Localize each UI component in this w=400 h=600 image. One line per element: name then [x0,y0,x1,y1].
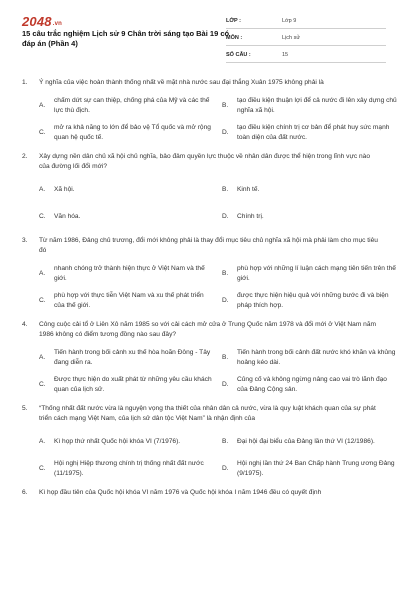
question-1 [22,78,397,143]
question-list [22,78,397,505]
option-b[interactable] [222,96,397,116]
option-letter: D. [222,213,229,220]
option-a[interactable] [39,264,214,284]
question-2 [22,152,382,227]
option-d[interactable] [222,459,397,479]
option-c[interactable] [39,291,214,311]
meta-count-value: 15 [282,52,289,58]
meta-count-row [226,48,386,63]
question-text: Ý nghĩa của việc hoàn thành thống nhất về mặt nhà nước sau đại thắng Xuân 1975 không phải là [39,79,324,86]
logo-suffix: .vn [52,21,63,27]
option-text: Tiến hành trong bối cảnh đất nước khó khăn và khủng hoảng kéo dài. [237,349,396,366]
option-text: Hội nghị lần thứ 24 Ban Chấp hành Trung ương Đảng (9/1975). [237,460,395,477]
question-text: Kì họp đầu tiên của Quốc hội khóa VI năm 1976 và Quốc hội khóa I năm 1946 đều có quyết định [39,489,322,496]
question-text: “Thống nhất đất nước vừa là nguyện vọng tha thiết của nhân dân cả nước, vừa là quy luật khách quan của sự phát triển cách mạng Việt Nam, của lịch sử dân tộc Việt Nam” là nhận định của [39,405,376,422]
option-d[interactable] [222,375,397,395]
option-text: mở ra khả năng to lớn để bảo vệ Tổ quốc và mở rộng quan hệ quốc tế. [54,124,211,141]
option-letter: B. [222,102,229,109]
question-text: Xây dựng nền dân chủ xã hội chủ nghĩa, bảo đảm quyền lực thuộc về nhân dân được thể hiện trong lĩnh vực nào của đường lối đổi mới? [39,153,371,170]
site-logo[interactable] [22,14,62,29]
question-3 [22,236,396,311]
option-text: Tiến hành trong bối cảnh xu thế hòa hoãn Đông - Tây đang diễn ra. [54,349,211,366]
option-d[interactable] [222,291,397,311]
option-letter: D. [222,465,229,472]
option-text: Được thực hiện do xuất phát từ những yêu cầu khách quan của lịch sử. [54,376,212,393]
option-text: Kinh tế. [237,186,260,193]
option-a[interactable] [39,348,214,368]
option-d[interactable] [222,123,397,143]
meta-class-label: LỚP : [226,18,241,24]
question-number: 5. [22,405,28,412]
question-text: Công cuộc cải tổ ở Liên Xô năm 1985 so với cải cách mở cửa ở Trung Quốc năm 1978 và đổi mới ở Việt Nam năm 1986 không có điểm tương đồng nào sau đây? [39,321,377,338]
option-letter: A. [39,438,46,445]
option-text: Đại hội đại biểu của Đảng lần thứ VI (12/1986). [237,438,375,445]
option-c[interactable] [39,375,214,395]
question-number: 4. [22,321,28,328]
option-letter: C. [39,129,46,136]
option-text: phù hợp với thực tiễn Việt Nam và xu thế phát triển của thế giới. [54,292,204,309]
question-4 [22,320,396,395]
option-letter: D. [222,129,229,136]
option-b[interactable] [222,180,397,200]
option-letter: C. [39,465,46,472]
meta-count-label: SỐ CÂU : [226,52,251,58]
option-c[interactable] [39,123,214,143]
option-text: Củng cố và không ngừng nâng cao vai trò lãnh đạo của Đảng Cộng sản. [237,376,387,393]
meta-class-value: Lớp 9 [282,18,297,24]
question-text: Từ năm 1986, Đảng chủ trương, đổi mới không phải là thay đổi mục tiêu chủ nghĩa xã hội mà phải làm cho mục tiêu đó [39,237,378,254]
question-number: 1. [22,79,28,86]
option-c[interactable] [39,207,214,227]
option-text: Hội nghị Hiệp thương chính trị thống nhất đất nước (11/1975). [54,460,204,477]
option-letter: B. [222,270,229,277]
option-b[interactable] [222,348,397,368]
option-a[interactable] [39,96,214,116]
option-letter: B. [222,354,229,361]
option-d[interactable] [222,207,397,227]
option-text: được thực hiện hiệu quả với những bước đi và biện pháp thích hợp. [237,292,389,309]
option-text: phù hợp với những lí luận cách mạng tiên tiến trên thế giới. [237,265,396,282]
question-5 [22,404,395,479]
option-letter: C. [39,381,46,388]
option-letter: A. [39,354,46,361]
option-letter: D. [222,381,229,388]
option-a[interactable] [39,432,214,452]
document-meta [226,14,386,65]
option-letter: D. [222,297,229,304]
option-letter: A. [39,186,46,193]
option-text: Kì họp thứ nhất Quốc hội khóa VI (7/1976). [54,438,181,445]
meta-class-row [226,14,386,29]
question-number: 2. [22,153,28,160]
question-6 [22,488,382,496]
option-text: Văn hóa. [54,213,81,220]
page-header [0,0,400,62]
logo-text: 2048 [22,14,52,29]
question-number: 6. [22,489,28,496]
option-text: nhanh chóng trở thành hiện thực ở Việt Nam và thế giới. [54,265,205,282]
option-text: chấm dứt sự can thiệp, chống phá của Mỹ và các thế lực thù địch. [54,97,210,114]
option-letter: C. [39,297,46,304]
meta-subject-label: MÔN : [226,35,243,41]
option-a[interactable] [39,180,214,200]
option-letter: B. [222,186,229,193]
option-c[interactable] [39,459,214,479]
option-letter: B. [222,438,229,445]
meta-subject-row [226,31,386,46]
option-text: tạo điều kiện chính trị cơ bản để phát huy sức mạnh toàn diện của đất nước. [237,124,390,141]
option-letter: A. [39,102,46,109]
document-title: 15 câu trắc nghiệm Lịch sử 9 Chân trời sáng tạo Bài 19 có đáp án (Phần 4) [22,29,230,48]
question-number: 3. [22,237,28,244]
option-b[interactable] [222,264,397,284]
option-b[interactable] [222,432,397,452]
meta-subject-value: Lịch sử [282,35,301,41]
option-text: Chính trị. [237,213,264,220]
option-letter: A. [39,270,46,277]
option-letter: C. [39,213,46,220]
option-text: tạo điều kiện thuận lợi để cả nước đi lên xây dựng chủ nghĩa xã hội. [237,97,397,114]
option-text: Xã hội. [54,186,75,193]
